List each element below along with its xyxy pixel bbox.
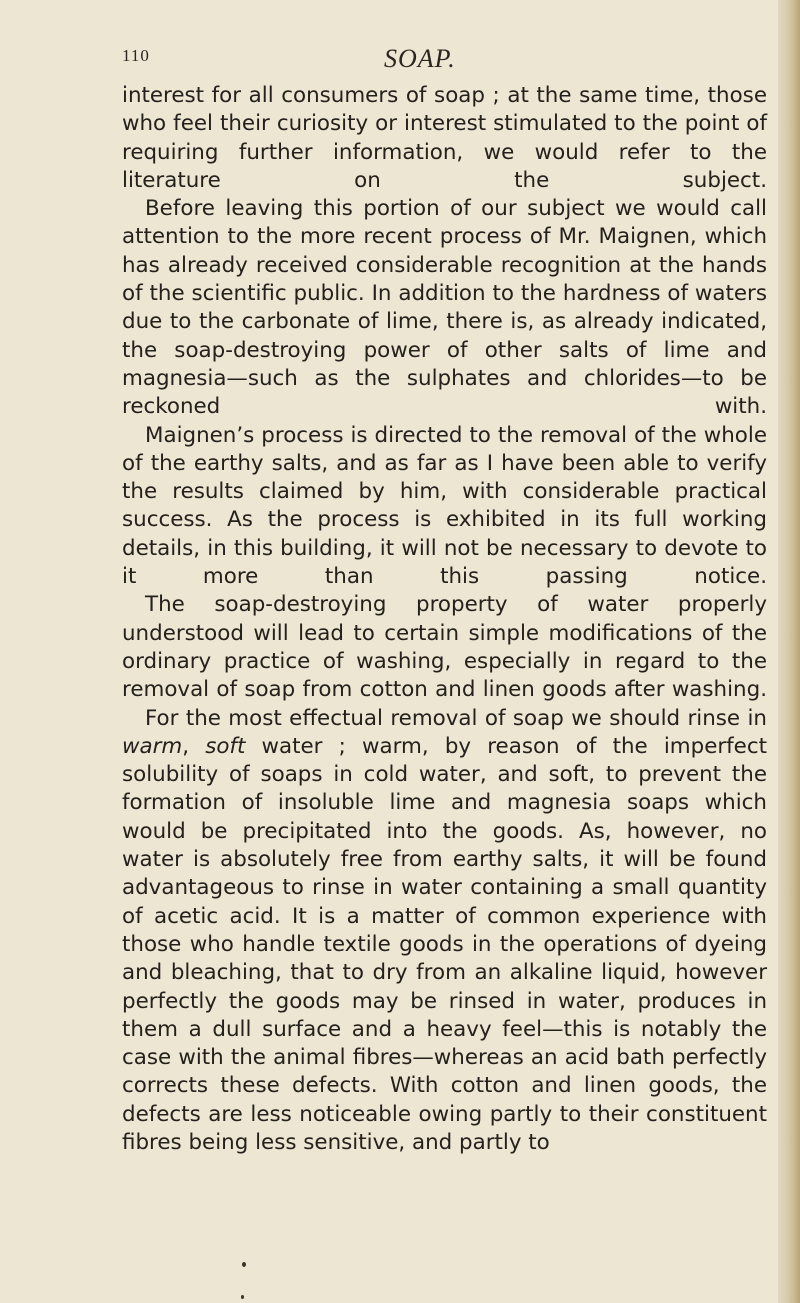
paragraph-2: Before leaving this portion of our subject we would call attention to the more recent process of Mr. Maignen, which has already received considerable recognition at the hands of the scientific public. In addition to the hardness of waters due to the carbonate of lime, there is, as already indicated, the soap-destroying power of other salts of lime and magnesia—such as the sulphates and chlorides—to be reckoned with. <box>122 196 767 420</box>
paragraph-5-text-after: water ; warm, by reason of the imperfect solubility of soaps in cold water, and soft, to prevent the formation of insoluble lime and magnesia soaps which would be precipitated into the goods. As, however, no water is absolutely free from earthy salts, it will be found advantageous to rinse in water containing a small quantity of acetic acid. It is a matter of common experience with those who handle textile goods in the operations of dyeing and bleaching, that to dry from an alkaline liquid, however perfectly the goods may be rinsed in water, produces in them a dull surface and a heavy feel—this is notably the case with the animal fibres—whereas an acid bath perfectly corrects these defects. With cotton and linen goods, the defects are less noticeable owing partly to their constituent fibres being less sensitive, and partly to <box>122 733 767 1155</box>
paragraph-1: interest for all consumers of soap ; at the same time, those who feel their curiosity or interest stimulated to the point of requiring further information, we would refer to the literature on the subject. <box>122 83 767 193</box>
page-edge-shadow <box>778 0 800 1303</box>
italic-warm: warm <box>122 733 183 759</box>
paragraph-4: The soap-destroying property of water properly understood will lead to certain simple modifications of the ordinary practice of washing, especially in regard to the removal of soap from cotton and linen goods after washing. <box>122 592 767 703</box>
running-title: SOAP. <box>384 44 456 73</box>
paragraph-3: Maignen’s process is directed to the removal of the whole of the earthy salts, and as far as I have been able to verify the results claimed by him, with considerable practical success. As the process is exhibited in its full working details, in this building, it will not be necessary to devote to it more than this passing notice. <box>122 422 767 590</box>
page-header <box>122 46 782 80</box>
print-speck <box>241 1295 244 1299</box>
paragraph-5 <box>122 705 767 1158</box>
print-speck <box>242 1262 246 1267</box>
page-number: 110 <box>122 46 150 65</box>
paragraph-5-text-middle: , <box>182 733 206 759</box>
body-text <box>122 82 767 1157</box>
italic-soft: soft <box>205 733 246 759</box>
paragraph-5-text-before: For the most effectual removal of soap we should rinse in <box>145 705 767 731</box>
